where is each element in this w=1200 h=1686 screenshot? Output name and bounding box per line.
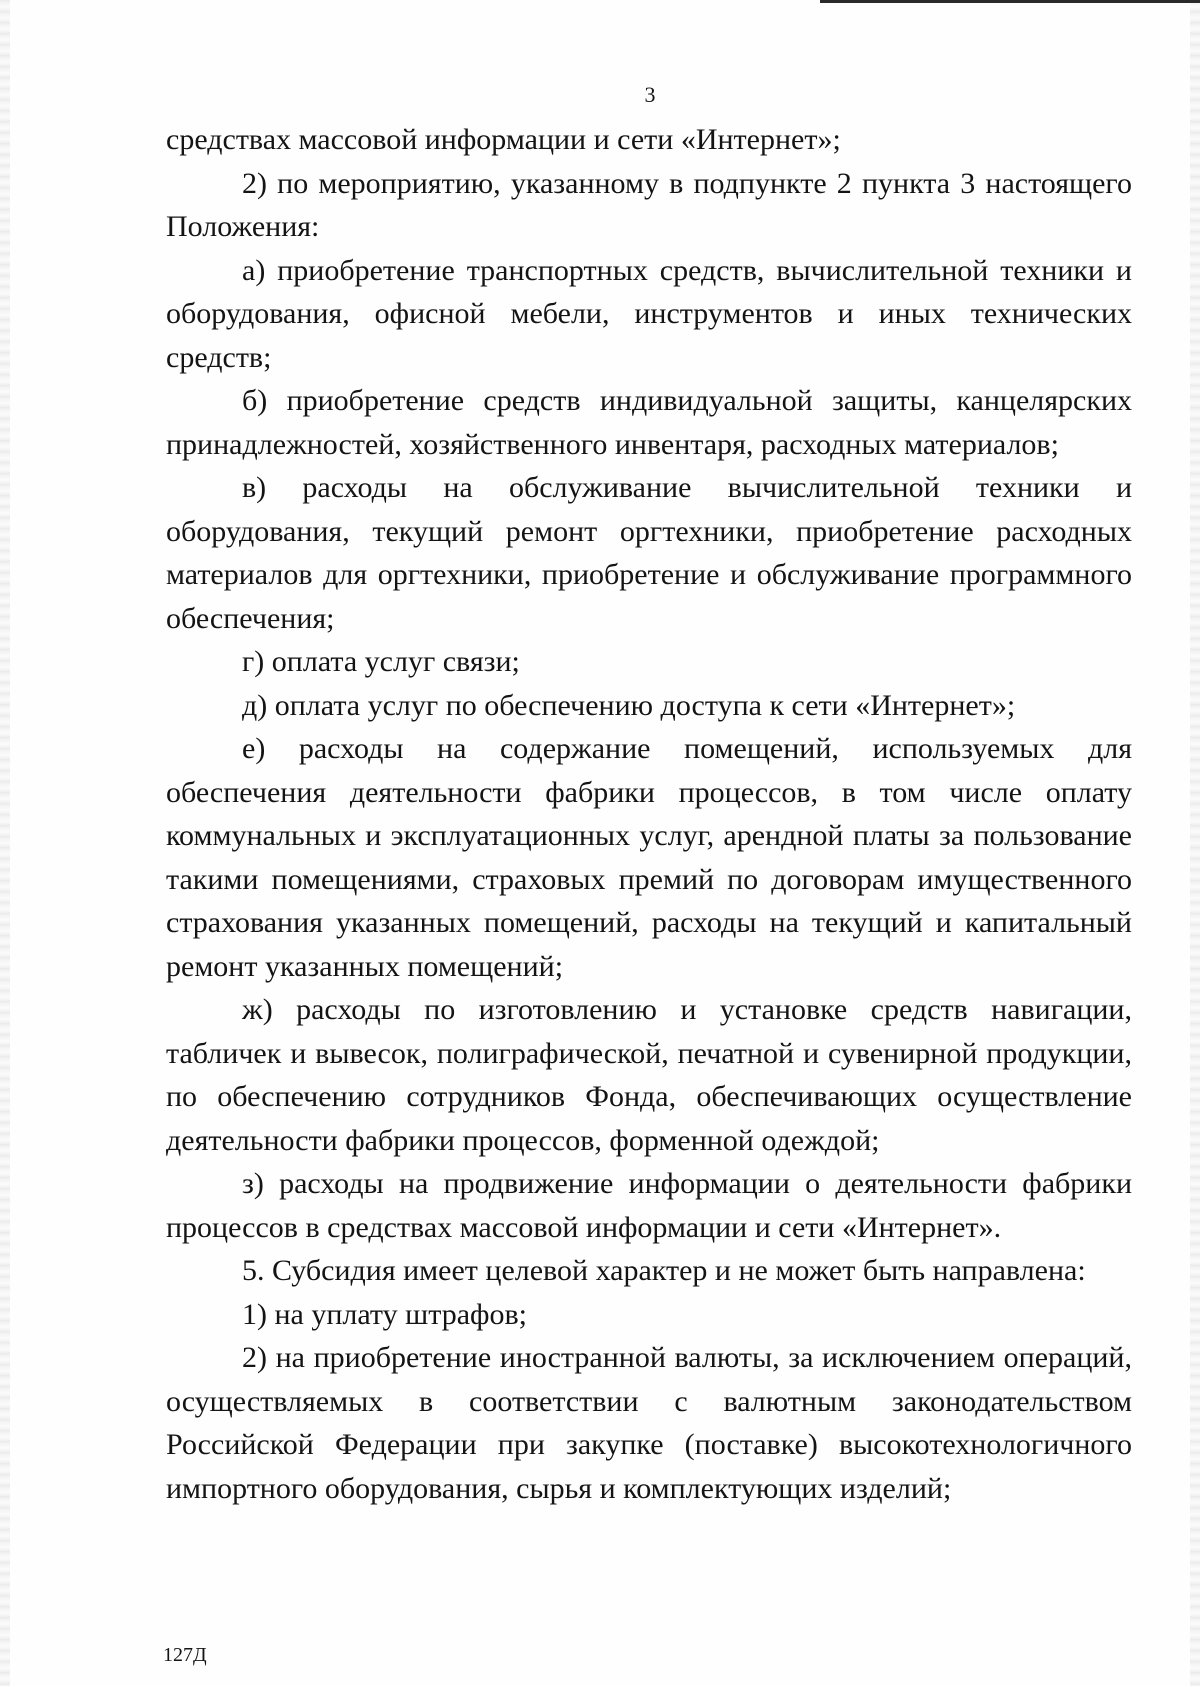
paragraph: 2) на приобретение иностранной валюты, за исключением операций, осуществляемых в соответствии с валютным законодательством Российской Федерации при закупке (поставке) высокотехнологичного импортного оборудования, сырья и комплектующих изделий; [166,1341,1132,1505]
paragraph: г) оплата услуг связи; [242,645,520,678]
paragraph: в) расходы на обслуживание вычислительной техники и оборудования, текущий ремонт оргтехники, приобретение расходных материалов для оргтехники, приобретение и обслуживание программного обеспечения; [166,471,1132,635]
top-rule-line [820,0,1200,3]
page-number: 3 [644,82,656,107]
paragraph: б) приобретение средств индивидуальной защиты, канцелярских принадлежностей, хозяйственного инвентаря, расходных материалов; [166,384,1132,461]
paragraph: 1) на уплату штрафов; [242,1297,527,1331]
scan-edge-right [1190,0,1200,1686]
paragraph: 5. Субсидия имеет целевой характер и не может быть направлена: [242,1254,1086,1287]
document-code: 127Д [163,1644,207,1666]
scan-edge-left [0,0,10,1686]
document-body [166,118,1132,1510]
paragraph: д) оплата услуг по обеспечению доступа к сети «Интернет»; [242,688,1016,722]
paragraph: 2) по мероприятию, указанному в подпункте 2 пункта 3 настоящего Положения: [166,166,1132,243]
paragraph: средствах массовой информации и сети «Интернет»; [166,123,841,156]
paragraph: е) расходы на содержание помещений, используемых для обеспечения деятельности фабрики процессов, в том числе оплату коммунальных и эксплуатационных услуг, арендной платы за пользование такими помещениями, страховых премий по договорам имущественного страхования указанных помещений, расходы на текущий и капитальный ремонт указанных помещений; [166,732,1132,983]
paragraph: а) приобретение транспортных средств, вычислительной техники и оборудования, офисной мебели, инструментов и иных технических средств; [166,253,1132,374]
paragraph: ж) расходы по изготовлению и установке средств навигации, табличек и вывесок, полиграфической, печатной и сувенирной продукции, по обеспечению сотрудников Фонда, обеспечивающих осуществление деятельности фабрики процессов, форменной одеждой; [166,993,1132,1157]
paragraph: з) расходы на продвижение информации о деятельности фабрики процессов в средствах массовой информации и сети «Интернет». [166,1167,1132,1244]
